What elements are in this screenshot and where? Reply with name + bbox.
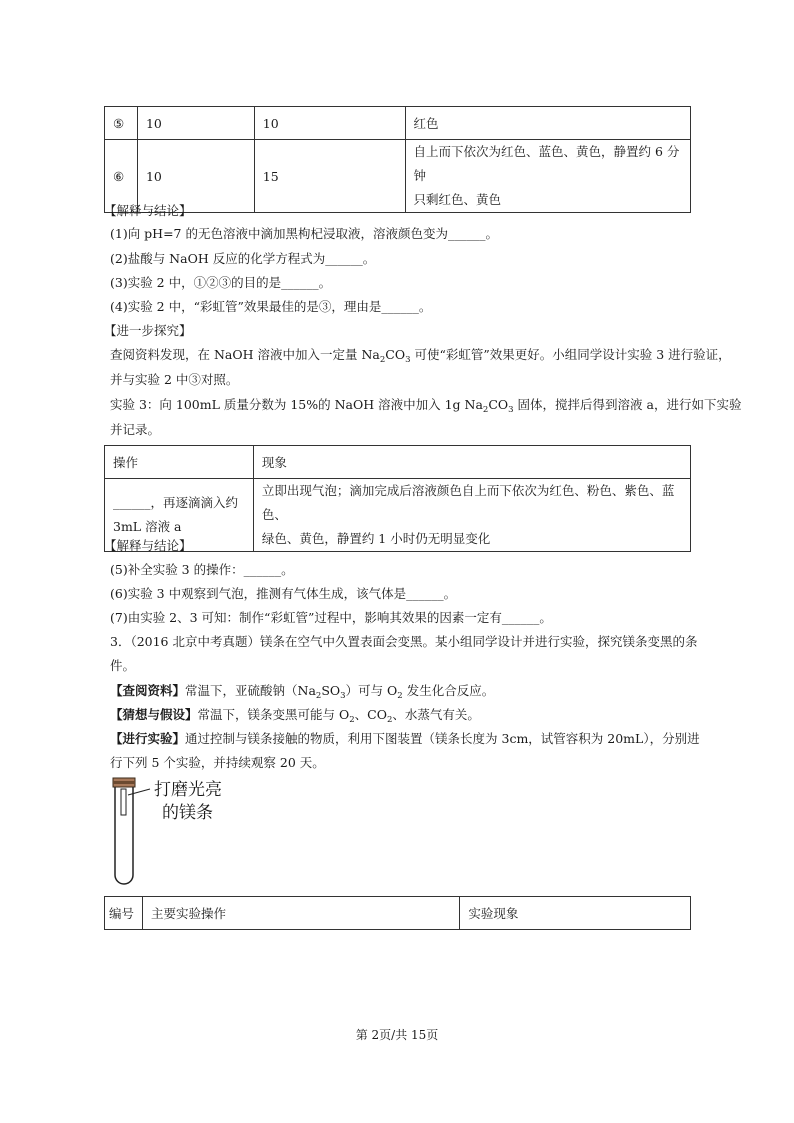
text: 通过控制与镁条接触的物质，利用下图装置（镁条长度为 3cm，试管容积为 20mL），分别进 [185, 731, 700, 746]
answer-blank: ______ [325, 251, 363, 266]
tag-reference: 【查阅资料】 [110, 683, 186, 698]
cell-value-b: 15 [254, 140, 405, 213]
stopper-band [113, 781, 135, 784]
cell-result [405, 140, 690, 213]
cell-phenomenon [253, 479, 690, 552]
answer-blank: ______ [447, 226, 486, 241]
subscript: 2 [482, 405, 489, 415]
punct: 。 [281, 562, 294, 577]
cell-line: 绿色、黄色，静置约 1 小时仍无明显变化 [261, 531, 491, 546]
problem-3-stem: 3．（2016 北京中考真题）镁条在空气中久置表面会变黑。某小组同学设计并进行实验，探究镁条变黑的条 [110, 634, 698, 649]
text: 固体，搅拌后得到溶液 a，进行如下实验 [513, 397, 742, 412]
question-3 [110, 275, 331, 291]
answer-blank: ______ [281, 275, 319, 290]
question-text: (3)实验 2 中，①②③的目的是 [110, 275, 282, 290]
page-footer: 第 2页/共 15页 [355, 1028, 439, 1042]
header-operation: 主要实验操作 [142, 897, 459, 930]
paragraph-line: 并记录。 [110, 422, 161, 437]
subscript: 3 [508, 405, 514, 415]
subscript: 2 [386, 715, 393, 725]
punct: 。 [485, 226, 498, 241]
figure-label [154, 779, 222, 825]
answer-blank: ______ [243, 562, 282, 577]
subscript: 2 [349, 715, 355, 725]
table-results-continued [104, 106, 691, 213]
cell-result: 红色 [405, 107, 690, 140]
punct: 。 [539, 610, 552, 625]
cell-value-a: 10 [137, 140, 254, 213]
answer-blank: ______ [501, 610, 540, 625]
header-operation: 操作 [105, 446, 254, 479]
question-6 [110, 586, 456, 602]
question-5 [110, 562, 294, 578]
text: ）可与 O [345, 683, 398, 698]
subscript: 2 [397, 691, 403, 701]
question-text: (1)向 pH=7 的无色溶液中滴加黑枸杞浸取液，溶液颜色变为 [110, 226, 448, 241]
header-phenomenon: 实验现象 [460, 897, 691, 930]
table-header-row [105, 897, 691, 930]
text: CO [385, 347, 406, 362]
row-number: ⑥ [105, 140, 138, 213]
question-4 [110, 299, 431, 315]
question-text: (5)补全实验 3 的操作： [110, 562, 244, 577]
text: CO [488, 397, 509, 412]
table-row [105, 479, 691, 552]
question-text: (7)由实验 2、3 可知：制作“彩虹管”过程中，影响其效果的因素一定有 [110, 610, 502, 625]
question-7 [110, 610, 552, 626]
row-number: ⑤ [105, 107, 138, 140]
punct: 。 [443, 586, 457, 601]
text: 常温下，镁条变黑可能与 O [197, 707, 350, 722]
tag-hypothesis: 【猜想与假设】 [110, 707, 198, 722]
paragraph-line [110, 397, 741, 418]
header-phenomenon: 现象 [253, 446, 690, 479]
figure-label-line: 打磨光亮 [154, 780, 222, 800]
hypothesis-line [110, 707, 480, 728]
answer-blank: ______ [406, 586, 444, 601]
experiment-line: 行下列 5 个实验，并持续观察 20 天。 [110, 755, 325, 770]
paragraph-line: 并与实验 2 中③对照。 [110, 372, 239, 387]
text: 实验 3：向 100mL 质量分数为 15%的 NaOH 溶液中加入 1g Na [110, 397, 483, 412]
subscript: 2 [315, 691, 322, 701]
question-1 [110, 226, 498, 242]
paragraph-line [110, 347, 731, 368]
punct: 。 [418, 299, 432, 314]
section-heading: 【解释与结论】 [104, 538, 192, 553]
subscript: 3 [405, 355, 411, 365]
question-text: (2)盐酸与 NaOH 反应的化学方程式为 [110, 251, 326, 266]
cell-line: 立即出现气泡；滴加完成后溶液颜色自上而下依次为红色、粉色、紫色、蓝色、 [261, 483, 675, 522]
section-heading: 【进一步探究】 [104, 323, 192, 338]
punct: 。 [362, 251, 376, 266]
text: 可使“彩虹管”效果更好。小组同学设计实验 3 进行验证， [410, 347, 731, 362]
cell-line: ______，再逐滴滴入约 [113, 495, 239, 510]
subscript: 2 [379, 355, 386, 365]
reference-line [110, 683, 494, 704]
text: 查阅资料发现，在 NaOH 溶液中加入一定量 Na [110, 347, 380, 362]
header-number: 编号 [105, 897, 143, 930]
text: 、CO [354, 707, 387, 722]
result-line: 只剩红色、黄色 [413, 192, 502, 207]
table-experiment-3 [104, 445, 691, 552]
punct: 。 [318, 275, 332, 290]
text: 常温下，亚硫酸钠（Na [185, 683, 316, 698]
text: 、水蒸气有关。 [392, 707, 480, 722]
table-experiment-list [104, 896, 691, 930]
cell-line: 3mL 溶液 a [113, 519, 182, 534]
table-row [105, 107, 691, 140]
table-header-row [105, 446, 691, 479]
text: SO [321, 683, 341, 698]
tag-experiment: 【进行实验】 [110, 731, 186, 746]
result-line: 自上而下依次为红色、蓝色、黄色，静置约 6 分钟 [413, 144, 680, 183]
section-heading: 【解释与结论】 [104, 203, 192, 218]
text: 发生化合反应。 [402, 683, 495, 698]
cell-value-b: 10 [254, 107, 405, 140]
subscript: 3 [340, 691, 346, 701]
question-2 [110, 251, 375, 267]
answer-blank: ______ [381, 299, 419, 314]
figure-label-line: 的镁条 [162, 803, 213, 823]
question-text: (6)实验 3 中观察到气泡，推测有气体生成，该气体是 [110, 586, 407, 601]
magnesium-strip [121, 789, 126, 815]
pointer-line [128, 789, 150, 795]
question-text: (4)实验 2 中，“彩虹管”效果最佳的是③，理由是 [110, 299, 382, 314]
cell-value-a: 10 [137, 107, 254, 140]
problem-3-stem: 件。 [110, 658, 136, 673]
table-row [105, 140, 691, 213]
experiment-line [110, 731, 700, 747]
